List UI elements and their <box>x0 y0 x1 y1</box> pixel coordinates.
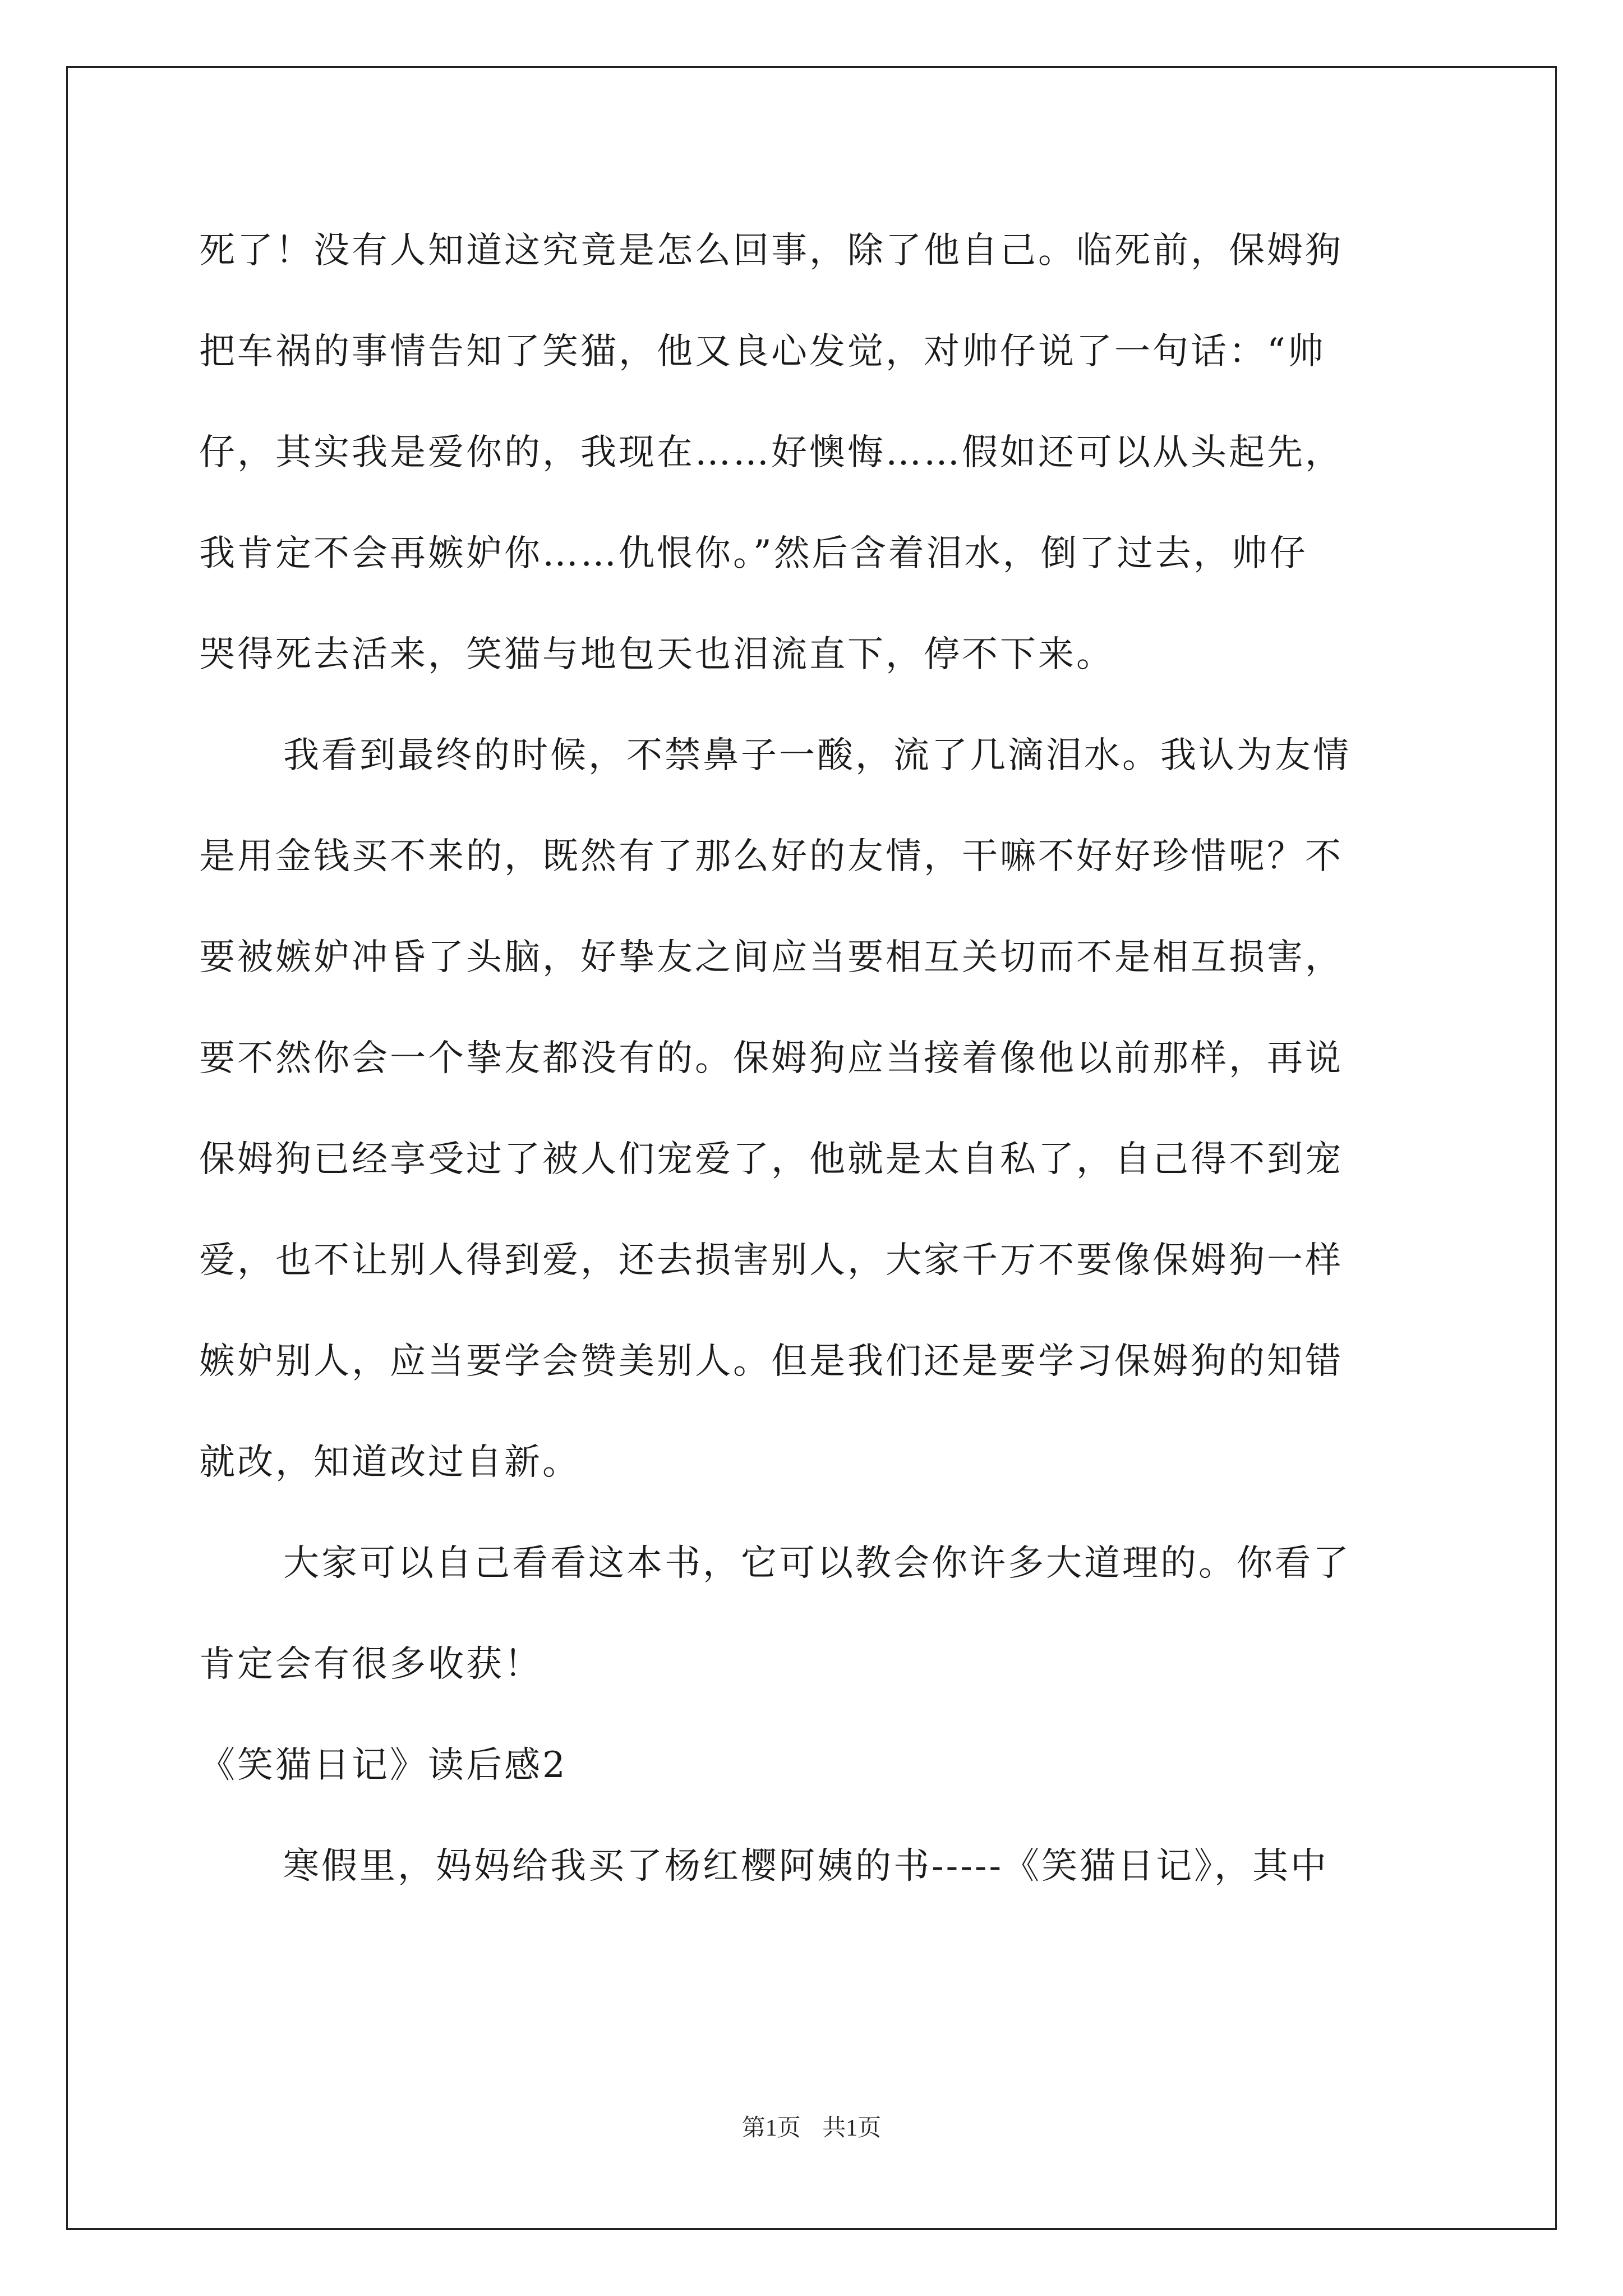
text-line: 我肯定不会再嫉妒你……仇恨你。”然后含着泪水，倒了过去，帅仔 <box>199 533 1308 574</box>
document-body <box>199 200 1427 1917</box>
text-line: 把车祸的事情告知了笑猫，他又良心发觉，对帅仔说了一句话：“帅 <box>199 331 1326 372</box>
text-line: 嫉妒别人，应当要学会赞美别人。但是我们还是要学习保姆狗的知错 <box>199 1341 1343 1382</box>
page-footer <box>0 2109 1623 2143</box>
page-number-total: 共1页 <box>822 2115 882 2141</box>
text-line: 要不然你会一个挚友都没有的。保姆狗应当接着像他以前那样，再说 <box>199 1038 1343 1079</box>
paragraph-start-line: 寒假里，妈妈给我买了杨红樱阿姨的书-----《笑猫日记》，其中 <box>283 1846 1329 1887</box>
text-line: 保姆狗已经享受过了被人们宠爱了，他就是太自私了，自己得不到宠 <box>199 1139 1343 1180</box>
text-line: 肯定会有很多收获！ <box>199 1644 542 1685</box>
text-line: 是用金钱买不来的，既然有了那么好的友情，干嘛不好好珍惜呢？不 <box>199 836 1343 877</box>
text-line: 死了！没有人知道这究竟是怎么回事，除了他自己。临死前，保姆狗 <box>199 230 1343 272</box>
text-line: 要被嫉妒冲昏了头脑，好挚友之间应当要相互关切而不是相互损害， <box>199 937 1343 978</box>
page-number-current: 第1页 <box>741 2115 801 2141</box>
text-line: 就改，知道改过自新。 <box>199 1442 580 1483</box>
text-line: 爱，也不让别人得到爱，还去损害别人，大家千万不要像保姆狗一样 <box>199 1240 1343 1281</box>
section-heading: 《笑猫日记》读后感2 <box>199 1745 568 1786</box>
text-line: 哭得死去活来，笑猫与地包天也泪流直下，停不下来。 <box>199 634 1114 675</box>
paragraph-start-line: 大家可以自己看看这本书，它可以教会你许多大道理的。你看了 <box>283 1543 1351 1584</box>
text-line: 仔，其实我是爱你的，我现在……好懊悔……假如还可以从头起先， <box>199 432 1343 473</box>
paragraph-start-line: 我看到最终的时候，不禁鼻子一酸，流了几滴泪水。我认为友情 <box>283 735 1351 776</box>
